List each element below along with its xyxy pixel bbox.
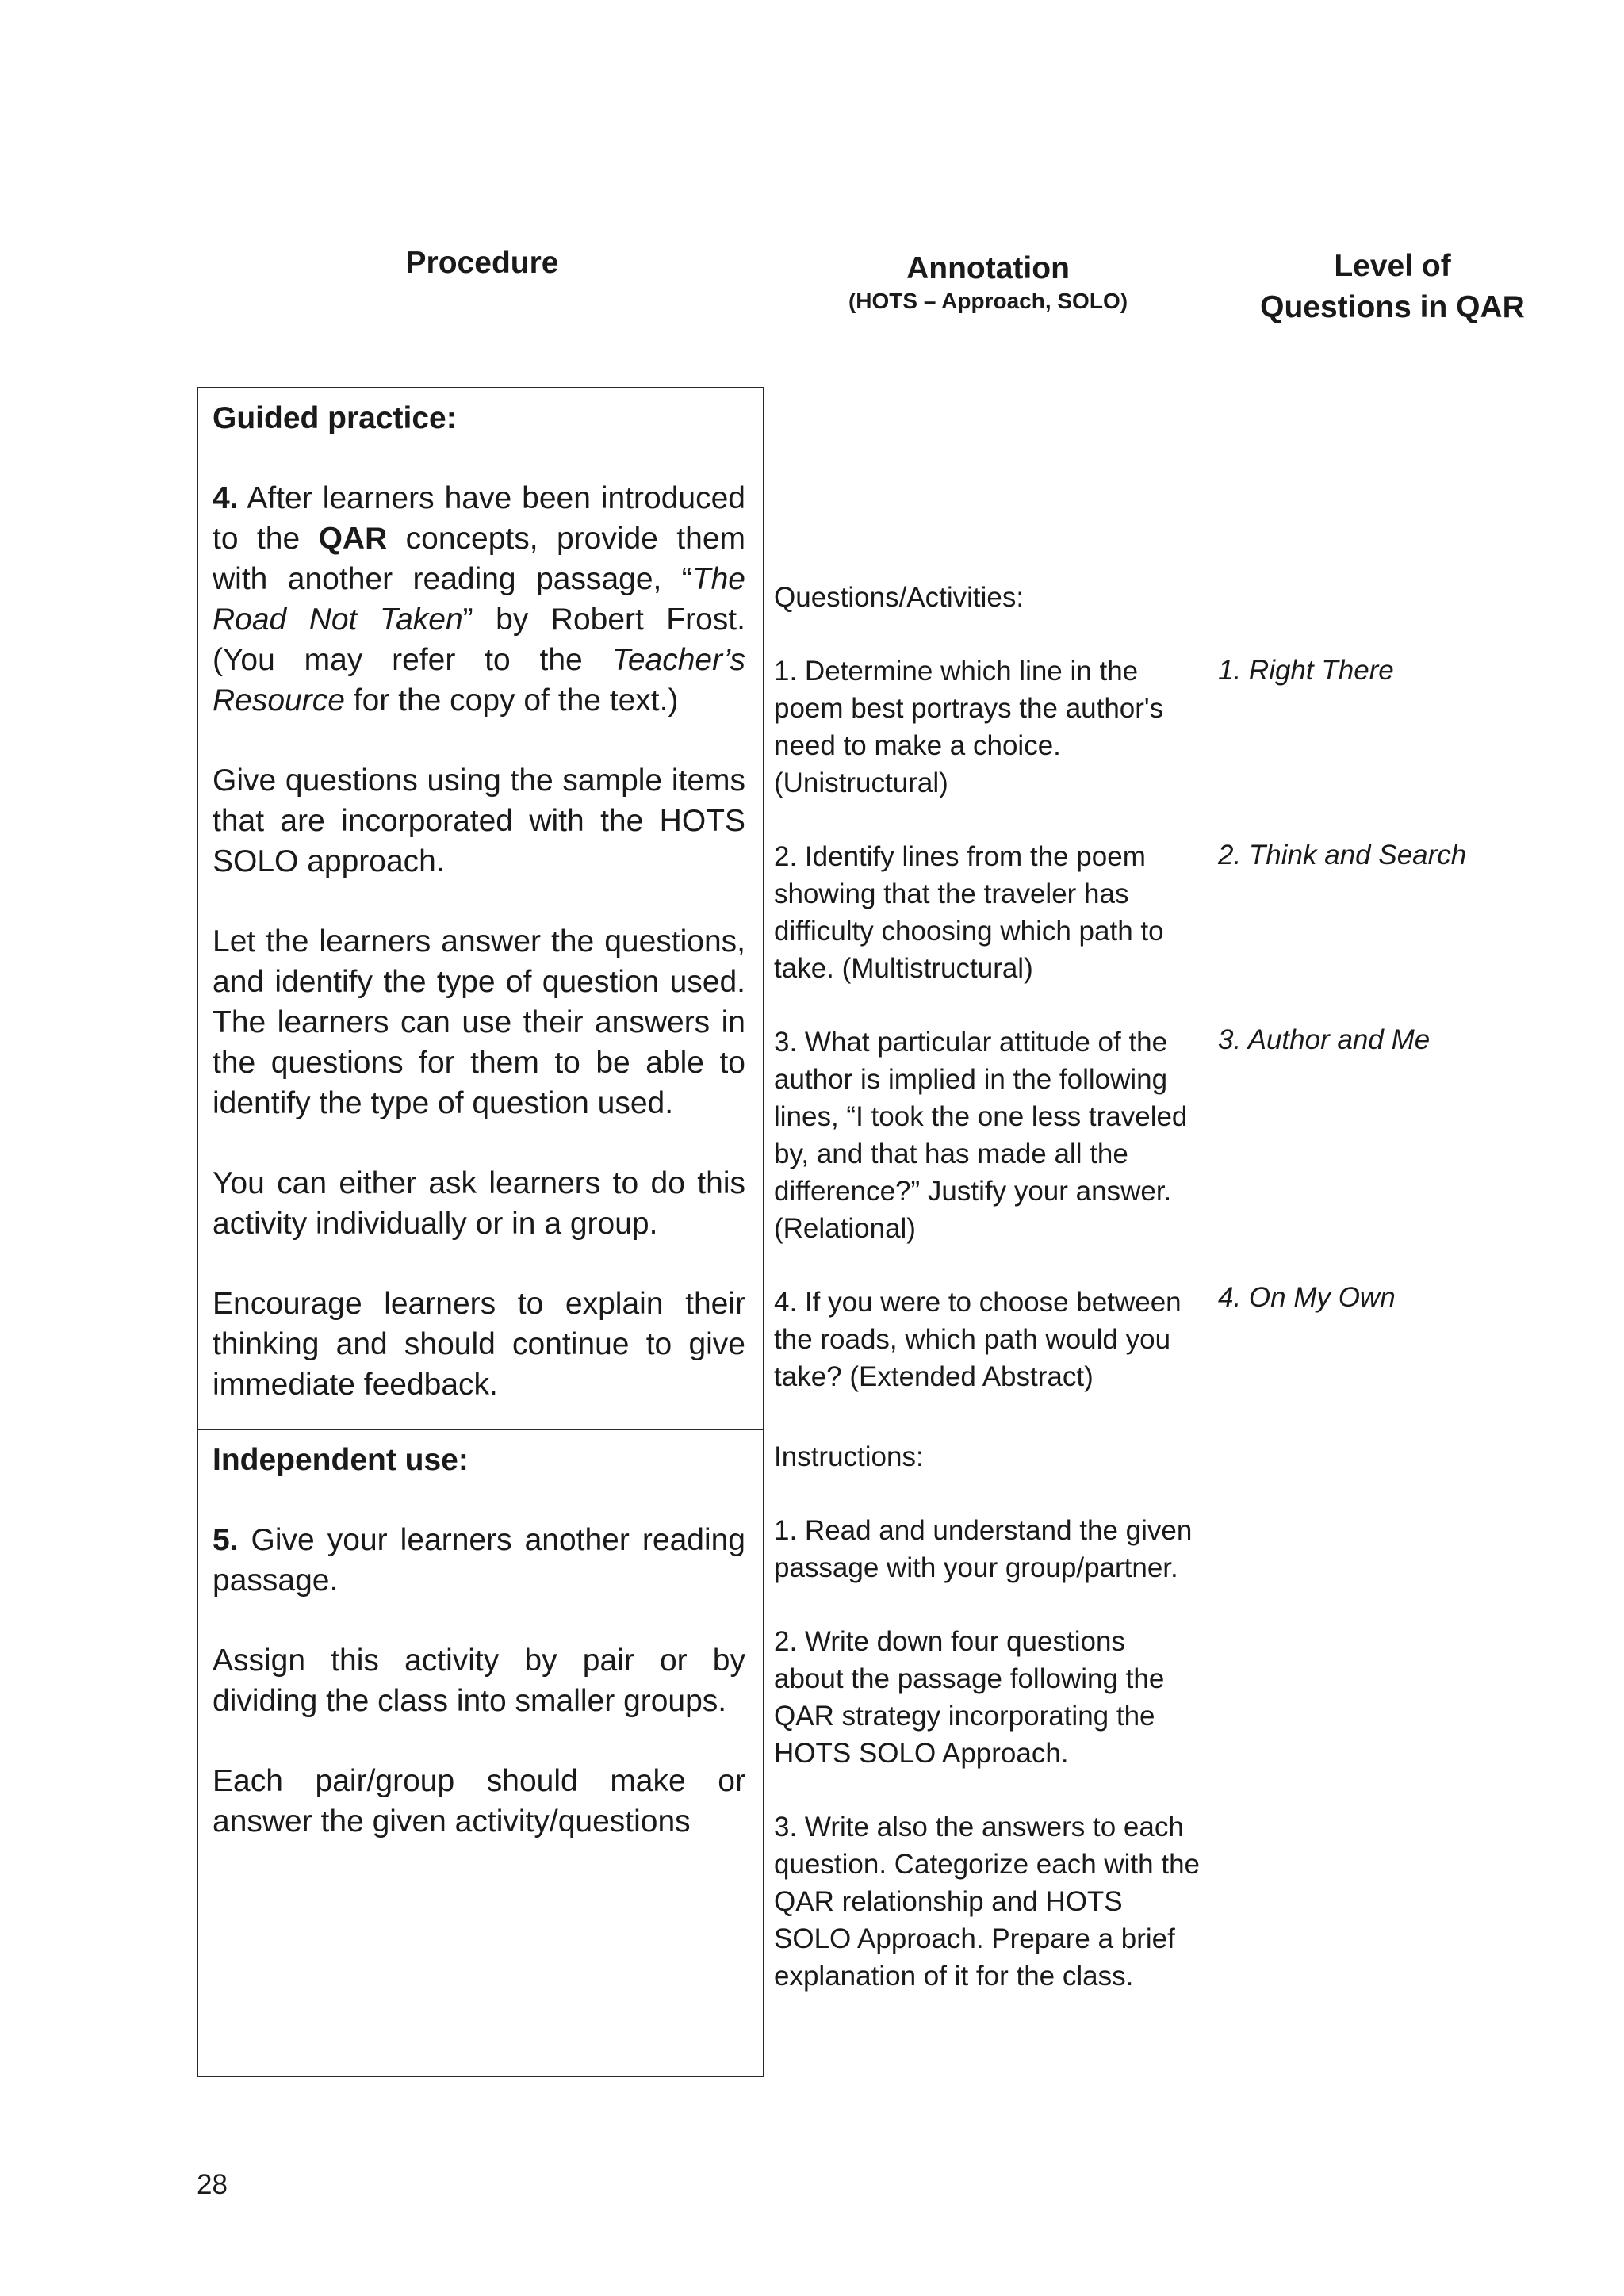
instructions-heading: Instructions:: [774, 1441, 924, 1472]
level-item: 4. On My Own: [1218, 1282, 1396, 1313]
instruction-item: 2. Write down four questions about the passage following the QAR strategy incorporating the HOTS SOLO Approach.: [774, 1626, 1165, 1769]
qar-term: QAR: [318, 522, 388, 556]
independent-paragraph-2: Assign this activity by pair or by dividing the class into smaller groups.: [213, 1644, 745, 1718]
guided-practice-text: [213, 398, 745, 1445]
level-item: 1. Right There: [1218, 655, 1394, 686]
annotation-subtitle: (HOTS – Approach, SOLO): [848, 289, 1128, 313]
question-item: 2. Identify lines from the poem showing that the traveler has difficulty choosing which path to take. (Multistructural): [774, 841, 1164, 984]
poem-title: The Road Not Taken: [213, 562, 745, 637]
guided-paragraph-4: You can either ask learners to do this activity individually or in a group.: [213, 1166, 745, 1241]
guided-practice-title: Guided practice:: [213, 401, 457, 435]
question-item: 3. What particular attitude of the author is implied in the following lines, “I took the one less traveled by, and that has made all the difference?” Justify your answer. (Relational): [774, 1027, 1188, 1244]
level-item: 3. Author and Me: [1218, 1024, 1431, 1055]
procedure-header: Procedure: [405, 246, 559, 280]
text-run: concepts, provide them with another reading passage, “: [213, 522, 745, 596]
text-run: Give your learners another reading passage.: [213, 1523, 745, 1598]
instructions-annotation: [774, 1438, 1202, 2031]
text-run: After learners have been introduced to the: [213, 481, 745, 556]
page-number: 28: [197, 2169, 228, 2200]
independent-paragraph-1: [213, 1520, 745, 1601]
level-header-line1: Level of: [1334, 249, 1451, 283]
questions-annotation: [774, 579, 1202, 1432]
question-item: 1. Determine which line in the poem best portrays the author's need to make a choice. (Unistructural): [774, 656, 1164, 798]
independent-use-text: [213, 1440, 745, 1881]
guided-paragraph-2: Give questions using the sample items that are incorporated with the HOTS SOLO approach.: [213, 763, 745, 878]
independent-use-title: Independent use:: [213, 1443, 469, 1477]
independent-paragraph-3: Each pair/group should make or answer the given activity/questions: [213, 1764, 745, 1839]
level-header: [1210, 246, 1575, 328]
guided-paragraph-5: Encourage learners to explain their thinking and should continue to give immediate feedback.: [213, 1287, 745, 1402]
instruction-item: 3. Write also the answers to each question. Categorize each with the QAR relationship and HOTS SOLO Approach. Prepare a brief explanation of it for the class.: [774, 1812, 1200, 1992]
question-item: 4. If you were to choose between the roads, which path would you take? (Extended Abstract): [774, 1287, 1182, 1392]
item-number: 5.: [213, 1523, 239, 1557]
annotation-header: [766, 251, 1210, 316]
guided-paragraph-1: [213, 478, 745, 721]
text-run: ” by Robert Frost. (You may refer to the: [213, 603, 745, 677]
level-item: 2. Think and Search: [1218, 840, 1467, 871]
annotation-title: Annotation: [906, 251, 1070, 285]
resource-title: Teacher’s Resource: [213, 643, 745, 718]
guided-paragraph-3: Let the learners answer the questions, and identify the type of question used. The learners can use their answers in the questions for them to be able to identify the type of question used.: [213, 924, 745, 1120]
instruction-item: 1. Read and understand the given passage with your group/partner.: [774, 1515, 1193, 1583]
questions-heading: Questions/Activities:: [774, 582, 1025, 613]
item-number: 4.: [213, 481, 239, 515]
text-run: for the copy of the text.): [344, 683, 679, 718]
level-header-line2: Questions in QAR: [1260, 290, 1525, 324]
